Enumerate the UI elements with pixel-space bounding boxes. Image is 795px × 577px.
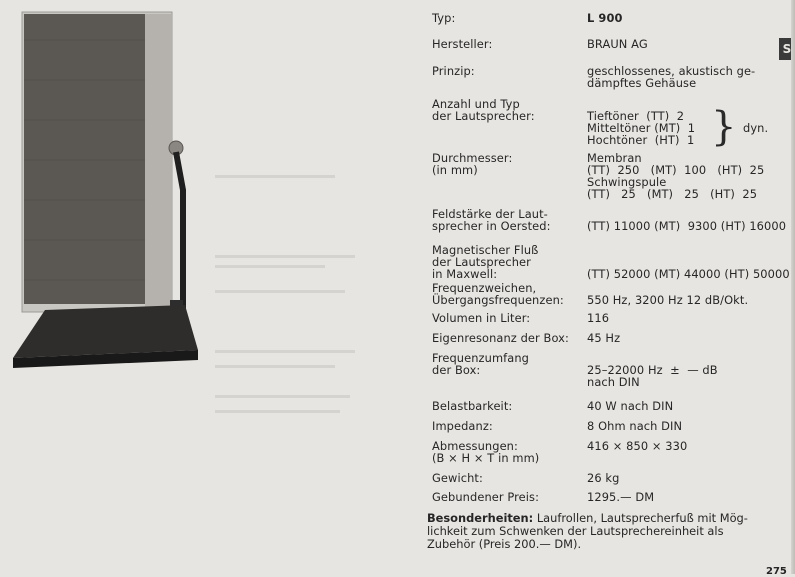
spec-label: Impedanz: <box>432 419 493 433</box>
spec-value: geschlossenes, akustisch ge- dämpftes Gehäuse <box>587 64 756 90</box>
spec-label: Prinzip: <box>432 64 475 78</box>
spec-value: 40 W nach DIN <box>587 399 674 413</box>
spec-value: 116 <box>587 311 610 325</box>
spec-suffix: dyn. <box>743 121 769 135</box>
spec-label: Frequenzumfang der Box: <box>432 351 529 377</box>
spec-value: 8 Ohm nach DIN <box>587 419 683 433</box>
spec-label: Belastbarkeit: <box>432 399 513 413</box>
spec-label: Eigenresonanz der Box: <box>432 331 569 345</box>
spec-label: Gebundener Preis: <box>432 490 540 504</box>
spec-label: Durchmesser: (in mm) <box>432 151 513 177</box>
spec-value: L 900 <box>587 11 623 25</box>
spec-label: Hersteller: <box>432 37 493 51</box>
spec-value: 1295.— DM <box>587 490 655 504</box>
page-edge <box>791 0 795 574</box>
spec-label: Frequenzweichen, Übergangsfrequenzen: <box>432 281 564 307</box>
note-heading: Besonderheiten: <box>427 511 534 525</box>
spec-label: Gewicht: <box>432 471 483 485</box>
page-number: 275 <box>766 566 787 577</box>
spec-label: Anzahl und Typ der Lautsprecher: <box>432 97 535 123</box>
spec-value: 25–22000 Hz ± — dB nach DIN <box>587 363 718 389</box>
spec-value: BRAUN AG <box>587 37 648 51</box>
spec-label: Volumen in Liter: <box>432 311 531 325</box>
spec-value: (TT) 11000 (MT) 9300 (HT) 16000 <box>587 219 787 233</box>
spec-value: Tieftöner (TT) 2 Mitteltöner (MT) 1 Hochtöner (HT) 1 <box>587 109 696 147</box>
spec-label: Magnetischer Fluß der Lautsprecher in Maxwell: <box>432 243 539 281</box>
spec-label: Abmessungen: (B × H × T in mm) <box>432 439 540 465</box>
spec-label: Typ: <box>432 11 456 25</box>
spec-label: Feldstärke der Laut- sprecher in Oersted: <box>432 207 551 233</box>
spec-value: 550 Hz, 3200 Hz 12 dB/Okt. <box>587 293 749 307</box>
spec-value: Membran (TT) 250 (MT) 100 (HT) 25 Schwingspule (TT) 25 (MT) 25 (HT) 25 <box>587 151 765 201</box>
spec-value: 26 kg <box>587 471 620 485</box>
spec-value: 416 × 850 × 330 <box>587 439 688 453</box>
speaker-count-brace: } <box>711 104 737 150</box>
note-text: Laufrollen, Lautsprecherfuß mit Mög- lichkeit zum Schwenken der Lautsprechereinheit als Zubehör (Preis 200.— DM). <box>427 511 748 551</box>
spec-value: (TT) 52000 (MT) 44000 (HT) 50000 <box>587 267 790 281</box>
spec-value: 45 Hz <box>587 331 621 345</box>
special-features-note <box>427 512 793 551</box>
section-tab: S <box>779 38 795 60</box>
